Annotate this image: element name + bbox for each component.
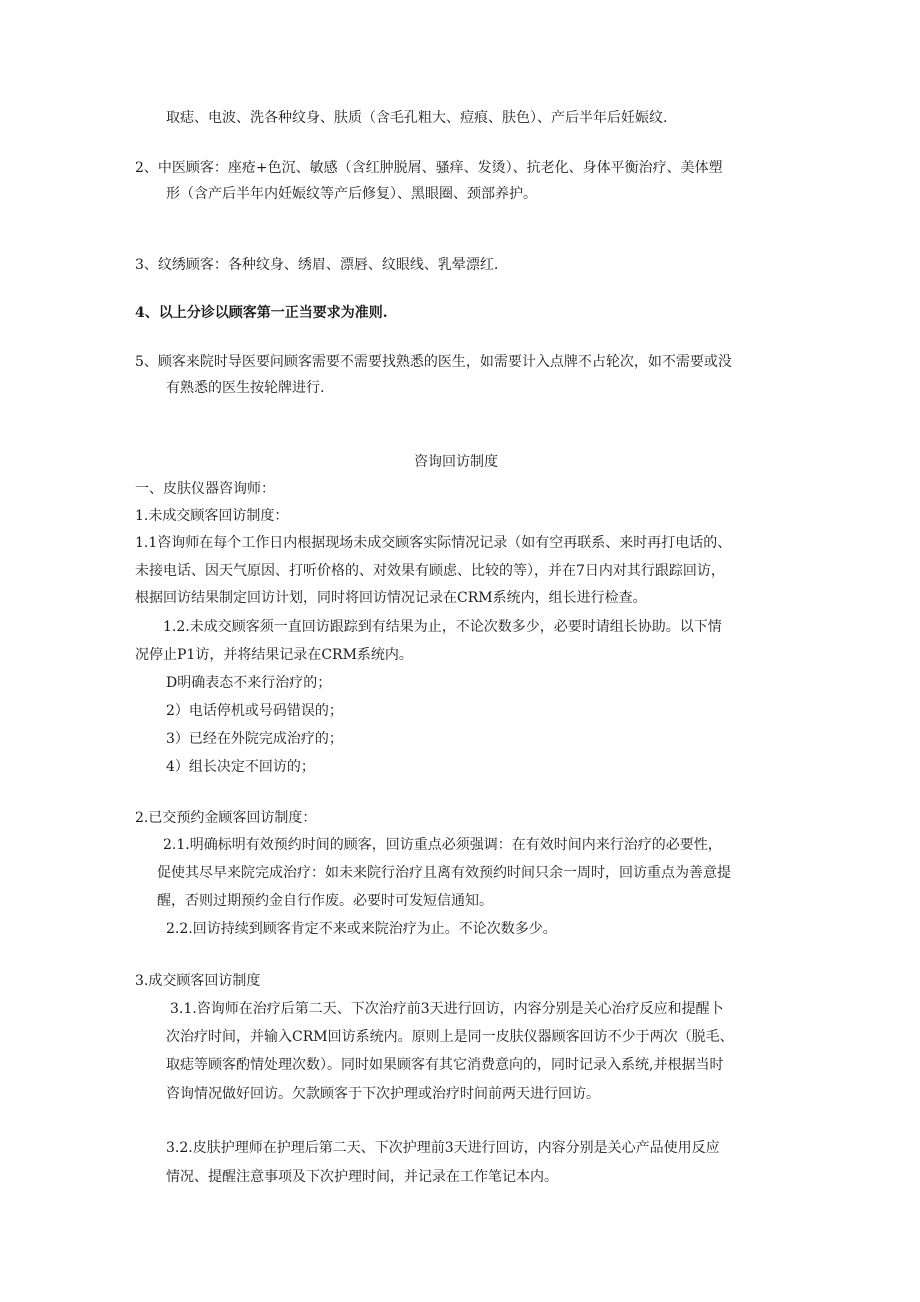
paragraph-1-2-line2: 况停止P1访，并将结果记录在CRM系统内。: [135, 647, 413, 663]
list-item-2-line2: 形（含产后半年内妊娠纹等产后修复）、黑眼圈、颈部养护。: [166, 186, 537, 202]
paragraph-1-1-line1: 1.1咨询师在每个工作日内根据现场未成交顾客实际情况记录（如有空再联系、来时再打电话的、: [135, 535, 732, 551]
list-item: D明确表态不来行治疗的；: [166, 675, 332, 691]
paragraph-3-1-line4: 咨询情况做好回访。欠款顾客于下次护理或治疗时间前两天进行回访。: [166, 1086, 600, 1102]
paragraph-2-1-line2: 促使其尽早来院完成治疗：如未来院行治疗且离有效预约时间只余一周时，回访重点为善意提: [157, 865, 731, 881]
list-item-4: 4、以上分诊以顾客第一正当要求为准则.: [135, 305, 388, 321]
paragraph-2-1-line1: 2.1.明确标明有效预约时间的顾客，回访重点必须强调：在有效时间内来行治疗的必要性，: [163, 837, 722, 853]
paragraph-2-2: 2.2.回访持续到顾客肯定不来或来院治疗为止。不论次数多少。: [166, 921, 557, 937]
subheading-deposit: 2.已交预约金顾客回访制度：: [135, 810, 317, 826]
paragraph-3-1-line1: 3.1.咨询师在治疗后第二天、下次治疗前3天进行回访，内容分别是关心治疗反应和提醒卜: [170, 1001, 724, 1017]
list-item-3: 3、纹绣顾客：各种纹身、绣眉、漂唇、纹眼线、乳晕漂红.: [135, 257, 499, 273]
paragraph-line: 取痣、电波、洗各种纹身、肤质（含毛孔粗大、痘痕、肤色）、产后半年后妊娠纹.: [166, 110, 668, 126]
paragraph-1-1-line3: 根据回访结果制定回访计划，同时将回访情况记录在CRM系统内，组长进行检查。: [135, 590, 647, 606]
subheading-closed: 3.成交顾客回访制度: [135, 973, 261, 989]
list-item: 4）组长决定不回访的；: [166, 759, 315, 775]
list-item-5-line1: 5、顾客来院时导医要问顾客需要不需要找熟悉的医生，如需要计入点牌不占轮次，如不需要或没: [135, 354, 732, 370]
paragraph-1-1-line2: 未接电话、因天气原因、打听价格的、对效果有顾虑、比较的等），并在7日内对其行跟踪回访，: [135, 563, 725, 579]
paragraph-3-2-line2: 情况、提醒注意事项及下次护理时间，并记录在工作笔记本内。: [166, 1169, 558, 1185]
paragraph-3-2-line1: 3.2.皮肤护理师在护理后第二天、下次护理前3天进行回访，内容分别是关心产品使用反应: [166, 1140, 720, 1156]
paragraph-3-1-line3: 取痣等顾客酌情处理次数）。同时如果顾客有其它消费意向的，同时记录入系统,并根据当时: [166, 1057, 724, 1073]
list-item-2-line1: 2、中医顾客：座疮+色沉、敏感（含红肿脱屑、骚痒、发烫）、抗老化、身体平衡治疗、美体塑: [135, 160, 723, 176]
heading-skin-consultant: 一、皮肤仪器咨询师：: [135, 481, 275, 497]
list-item-5-line2: 有熟悉的医生按轮牌进行.: [166, 380, 325, 396]
list-item: 3）已经在外院完成治疗的；: [166, 731, 343, 747]
paragraph-1-2-line1: 1.2.未成交顾客须一直回访跟踪到有结果为止，不论次数多少，必要时请组长协助。以下情: [163, 619, 722, 635]
list-item: 2）电话停机或号码错误的；: [166, 703, 343, 719]
subheading-unclosed: 1.未成交顾客回访制度：: [135, 508, 289, 524]
paragraph-2-1-line3: 醒，否则过期预约金自行作废。必要时可发短信通知。: [157, 893, 493, 909]
section-title: 咨询回访制度: [414, 454, 498, 470]
paragraph-3-1-line2: 次治疗时间，并输入CRM回访系统内。原则上是同一皮肤仪器顾客回访不少于两次（脱毛、: [166, 1029, 734, 1045]
